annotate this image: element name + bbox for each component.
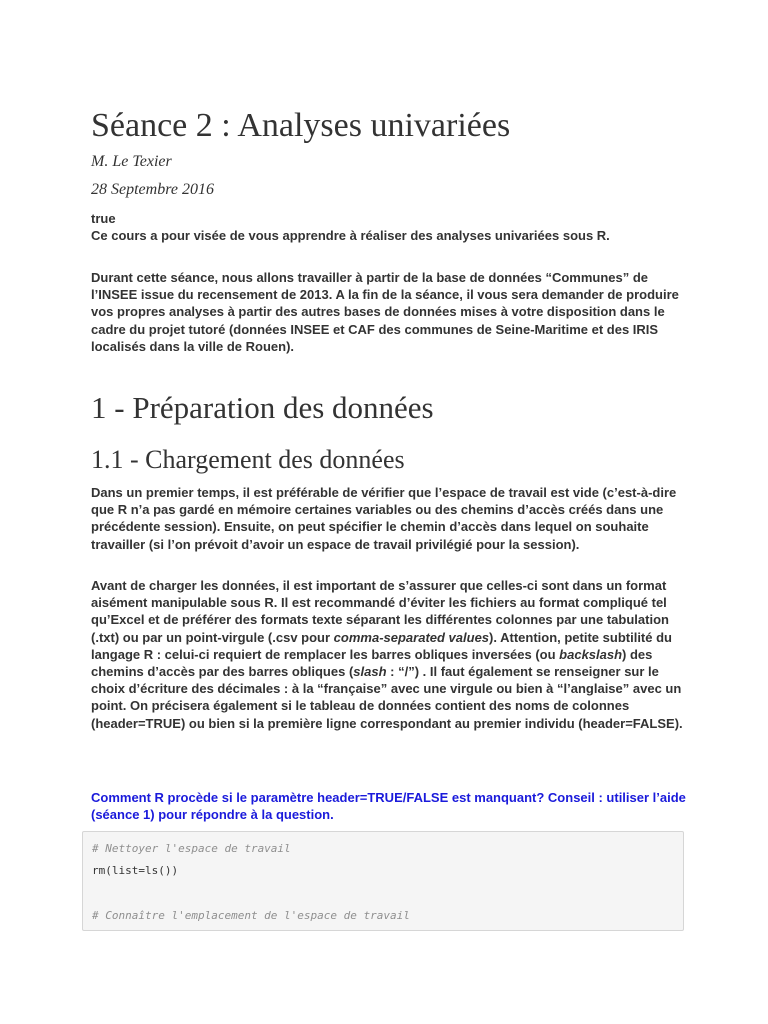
- section-heading-1-1: 1.1 - Chargement des données: [91, 445, 405, 474]
- code-comment: # Nettoyer l'espace de travail: [92, 842, 291, 855]
- intro-text: Ce cours a pour visée de vous apprendre à réaliser des analyses univariées sous R.: [91, 228, 610, 244]
- emphasis-backslash: backslash: [559, 646, 623, 662]
- code-comment: # Connaître l'emplacement de l'espace de travail: [92, 909, 410, 922]
- code-block: [82, 831, 684, 931]
- paragraph-loading-data: Avant de charger les données, il est important de s’assurer que celles-ci sont dans un format aisément manipulable sous R. Il est recommandé d’éviter les fichiers au format compliqué tel qu’Excel et de préférer des formats texte séparant les différentes colonnes par une tabulation (.txt) ou par un point-virgule (.csv pour comma-separated values). Attention, petite subtilité du langage R : celui-ci requiert de remplacer les barres obliques inversées (ou backslash) des chemins d’accès par des barres obliques (slash : “/”) . Il faut également se renseigner sur le choix d’écriture des décimales : à la “française” avec une virgule ou bien à “l’anglaise” avec un point. On précisera également si le tableau de données contient des noms de colonnes (header=TRUE) ou bien si la première ligne correspondant au premier individu (header=FALSE).: [91, 578, 683, 731]
- code-line: rm(list=ls()): [92, 864, 179, 877]
- author: M. Le Texier: [91, 153, 172, 170]
- intro-flag: true: [91, 211, 116, 226]
- page-title: Séance 2 : Analyses univariées: [91, 107, 511, 144]
- intro-paragraph: [91, 210, 691, 244]
- emphasis-csv: comma-separated values: [333, 629, 490, 645]
- question-paragraph: Comment R procède si le paramètre header=TRUE/FALSE est manquant? Conseil : utiliser l’aide (séance 1) pour répondre à la question.: [91, 790, 686, 823]
- emphasis-slash: slash: [353, 664, 387, 680]
- paragraph-workspace: Dans un premier temps, il est préférable de vérifier que l’espace de travail est vide (c’est-à-dire que R n’a pas gardé en mémoire certaines variables ou des chemins d’accès créés dans une précédente session). Ensuite, on peut spécifier le chemin d’accès dans lequel on souhaite travailler (si l’on prévoit d’avoir un espace de travail privilégié pour la session).: [91, 485, 677, 552]
- section-heading-1: 1 - Préparation des données: [91, 390, 434, 425]
- paragraph-data-source: Durant cette séance, nous allons travailler à partir de la base de données “Communes” de l’INSEE issue du recensement de 2013. A la fin de la séance, il vous sera demander de produire vos propres analyses à partir des autres bases de données mises à votre disposition dans le cadre du projet tutoré (données INSEE et CAF des communes de Seine-Maritime et des IRIS localisés dans la ville de Rouen).: [91, 270, 679, 354]
- date: 28 Septembre 2016: [91, 181, 214, 198]
